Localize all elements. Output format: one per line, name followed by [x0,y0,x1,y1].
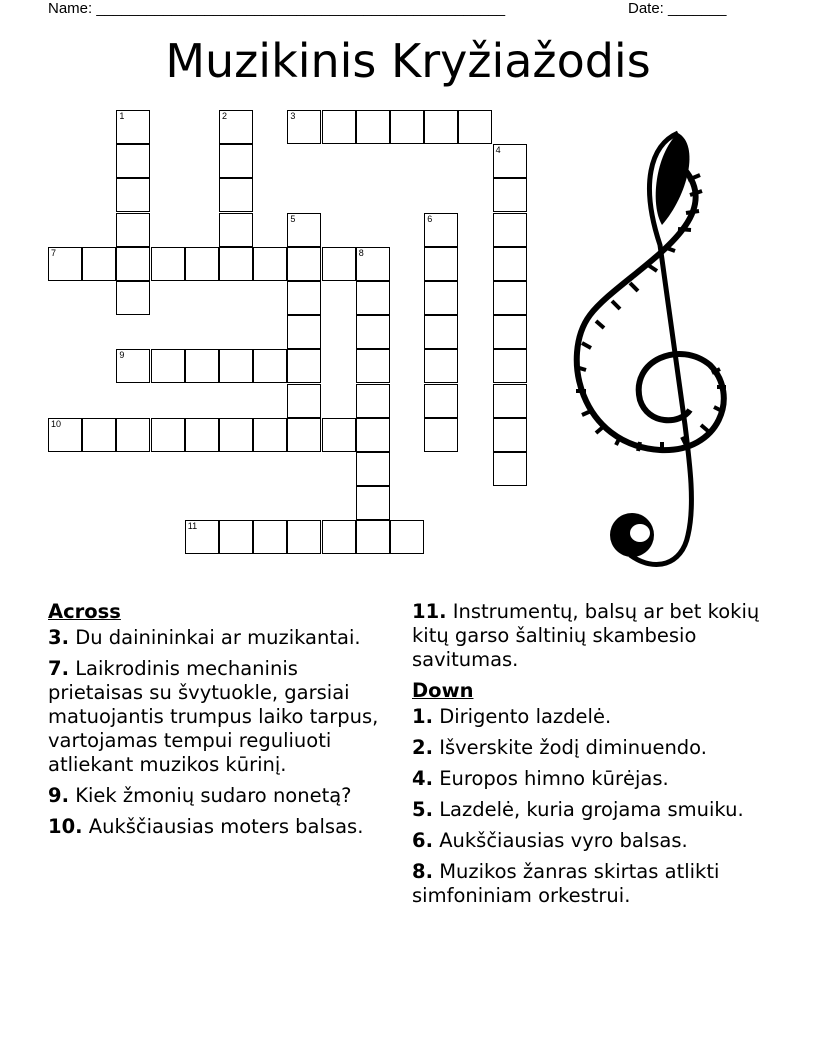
clue-number: 2 [222,111,228,121]
grid-cell[interactable] [253,247,287,281]
grid-cell[interactable] [219,110,253,144]
grid-cell[interactable] [219,520,253,554]
grid-cell[interactable] [287,520,321,554]
grid-cell[interactable] [356,247,390,281]
grid-cell[interactable] [185,349,219,383]
grid-cell[interactable] [151,418,185,452]
clue-down-6: 6. Aukščiausias vyro balsas. [412,829,688,852]
clue-down-2: 2. Išverskite žodį diminuendo. [412,736,707,759]
grid-cell[interactable] [493,452,527,486]
grid-cell[interactable] [356,349,390,383]
grid-cell[interactable] [82,418,116,452]
grid-cell[interactable] [322,418,356,452]
grid-cell[interactable] [116,178,150,212]
grid-cell[interactable] [116,349,150,383]
grid-cell[interactable] [116,247,150,281]
grid-cell[interactable] [356,281,390,315]
grid-cell[interactable] [424,247,458,281]
grid-cell[interactable] [48,247,82,281]
treble-clef-piano-icon [560,125,750,575]
clue-number: 5 [290,213,296,224]
grid-cell[interactable] [185,247,219,281]
grid-cell[interactable] [493,418,527,452]
grid-cell[interactable] [116,110,150,144]
grid-cell[interactable] [151,247,185,281]
grid-cell[interactable] [287,247,321,281]
grid-cell[interactable] [253,349,287,383]
grid-cell[interactable] [219,418,253,452]
grid-cell[interactable] [151,349,185,383]
clue-across-3: 3. Du dainininkai ar muzikantai. [48,626,361,649]
grid-cell[interactable] [493,349,527,383]
grid-cell[interactable] [219,247,253,281]
grid-cell[interactable] [356,452,390,486]
grid-cell[interactable] [253,418,287,452]
clue-number: 11 [187,521,198,532]
grid-cell[interactable] [424,281,458,315]
grid-cell[interactable] [424,213,458,247]
grid-cell[interactable] [424,384,458,418]
grid-cell[interactable] [287,213,321,247]
grid-cell[interactable] [356,486,390,520]
page-title: Muzikinis Kryžiažodis [165,34,651,88]
grid-cell[interactable] [116,281,150,315]
grid-cell[interactable] [48,418,82,452]
grid-cell[interactable] [493,281,527,315]
grid-cell[interactable] [253,520,287,554]
grid-cell[interactable] [116,418,150,452]
clues-left-column [48,600,398,846]
grid-cell[interactable] [390,110,424,144]
clue-across-7: 7. Laikrodinis mechaninis prietaisas su švytuokle, garsiai matuojantis trumpus laiko tarpus, vartojamas tempui reguliuoti atliekant muzikos kūrinį. [48,657,379,776]
grid-cell[interactable] [82,247,116,281]
grid-cell[interactable] [185,418,219,452]
grid-cell[interactable] [493,213,527,247]
grid-cell[interactable] [424,315,458,349]
grid-cell[interactable] [322,110,356,144]
grid-cell[interactable] [424,418,458,452]
grid-cell[interactable] [287,418,321,452]
grid-cell[interactable] [356,315,390,349]
name-field-label[interactable]: Name: _________________________________________________ [48,0,506,17]
grid-cell[interactable] [287,315,321,349]
clue-across-9: 9. Kiek žmonių sudaro nonetą? [48,784,352,807]
clue-across-11: 11. Instrumentų, balsų ar bet kokių kitų garso šaltinių skambesio savitumas. [412,600,760,671]
grid-cell[interactable] [287,349,321,383]
grid-cell[interactable] [219,178,253,212]
grid-cell[interactable] [287,384,321,418]
down-heading: Down [412,679,474,702]
clue-number: 4 [495,145,501,156]
clue-down-1: 1. Dirigento lazdelė. [412,705,612,728]
grid-cell[interactable] [356,384,390,418]
grid-cell[interactable] [356,418,390,452]
across-heading: Across [48,600,121,623]
grid-cell[interactable] [287,281,321,315]
grid-cell[interactable] [219,213,253,247]
grid-cell[interactable] [322,520,356,554]
grid-cell[interactable] [287,110,321,144]
grid-cell[interactable] [356,110,390,144]
grid-cell[interactable] [116,144,150,178]
grid-cell[interactable] [116,213,150,247]
grid-cell[interactable] [493,144,527,178]
clue-number: 7 [51,247,57,258]
clue-number: 8 [358,247,364,258]
clue-number: 6 [427,213,433,224]
grid-cell[interactable] [493,384,527,418]
clues-right-column [412,600,772,915]
grid-cell[interactable] [493,247,527,281]
grid-cell[interactable] [322,247,356,281]
grid-cell[interactable] [390,520,424,554]
clue-down-8: 8. Muzikos žanras skirtas atlikti simfoniniam orkestrui. [412,860,720,907]
clue-down-4: 4. Europos himno kūrėjas. [412,767,669,790]
grid-cell[interactable] [356,520,390,554]
grid-cell[interactable] [493,178,527,212]
clue-down-5: 5. Lazdelė, kuria grojama smuiku. [412,798,744,821]
grid-cell[interactable] [219,349,253,383]
grid-cell[interactable] [424,110,458,144]
clue-number: 3 [290,111,296,121]
date-field-label[interactable]: Date: _______ [628,0,727,17]
clue-number: 9 [119,350,125,361]
clue-number: 1 [119,111,125,121]
grid-cell[interactable] [424,349,458,383]
grid-cell[interactable] [493,315,527,349]
grid-cell[interactable] [219,144,253,178]
grid-cell[interactable] [458,110,492,144]
clue-number: 10 [51,418,62,429]
grid-cell[interactable] [185,520,219,554]
clue-across-10: 10. Aukščiausias moters balsas. [48,815,364,838]
